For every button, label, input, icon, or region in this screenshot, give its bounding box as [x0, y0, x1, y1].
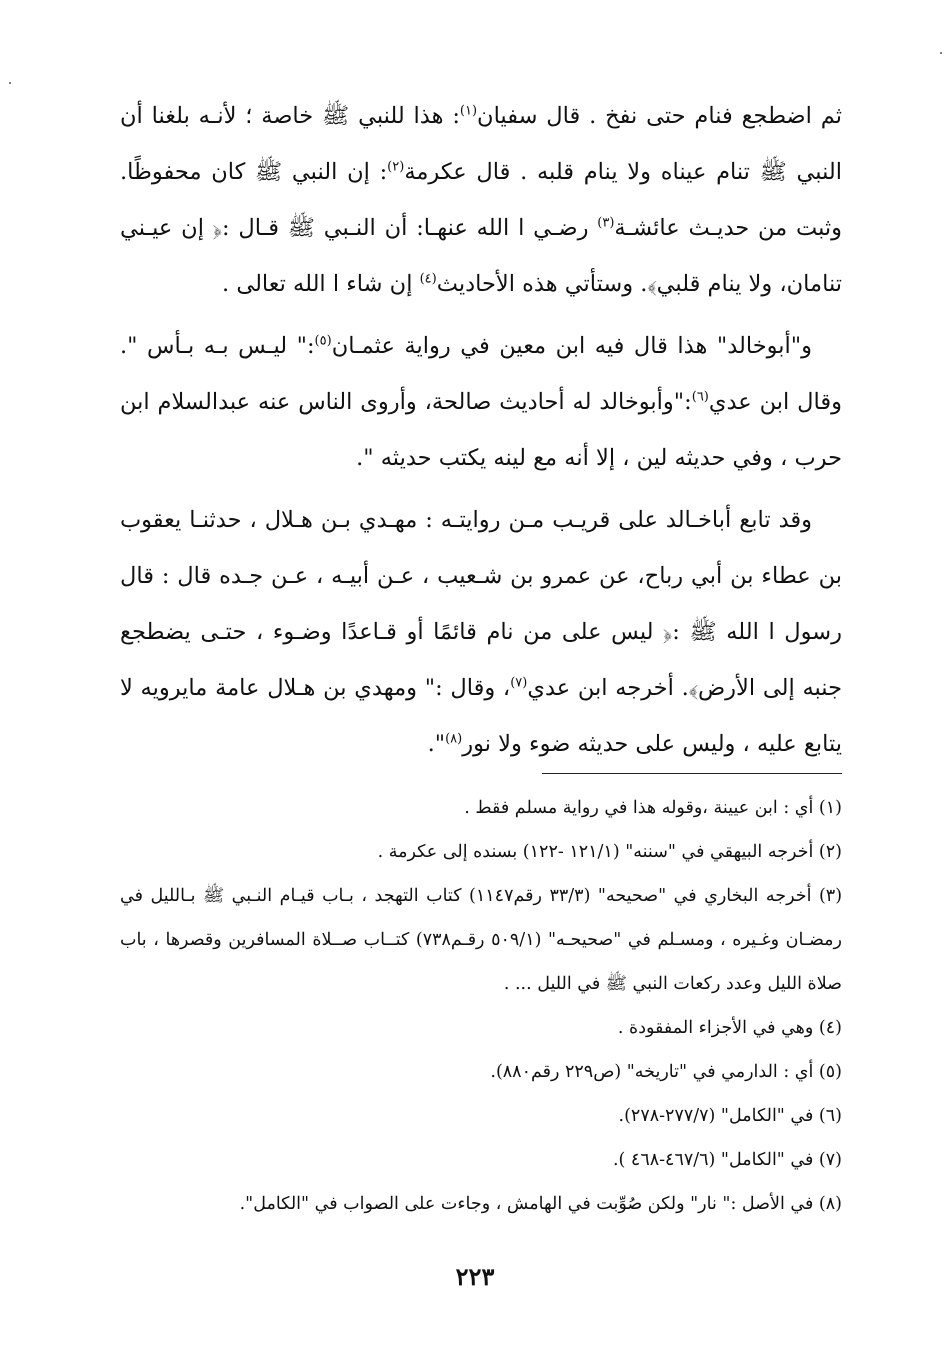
- text-span: ".: [427, 731, 446, 757]
- footnote-5: (٥) أي : الدارمي في "تاريخه" (ص٢٢٩ رقم٨٨٠).: [490, 1062, 842, 1082]
- text-span: ثم اضطجع فنام حتى نفخ . قال سفيان: [477, 103, 842, 129]
- text-span: إن شاء ا الله تعالى .: [222, 271, 420, 297]
- footnote-4: (٤) وهي في الأجزاء المفقودة .: [617, 1018, 842, 1038]
- footnotes: [120, 786, 842, 1226]
- footnote-ref-8: (٨): [445, 731, 463, 747]
- text-span: ، وقال :" ومهدي بن هـلال عامة مايرويه لا يتابع عليه ، وليس على حديثه ضوء ولا نور: [120, 675, 842, 757]
- text-span: :" ليـس بـه بـأس ". وقال ابن عدي: [120, 333, 842, 415]
- footnote-2: (٢) أخرجه البيهقي في "سننه" (١٢١/١ -١٢٢) بسنده إلى عكرمة .: [377, 842, 842, 862]
- text-span: : إن النبي ﷺ كان محفوظًا. وثبت من حديـث عائشـة: [120, 159, 842, 241]
- footnote-6: (٦) في "الكامل" (٢٧٧/٧-٢٧٨).: [618, 1106, 842, 1126]
- text-span: :"وأبوخالد له أحاديث صالحة، وأروى الناس عنه عبدالسلام ابن حرب ، وفي حديثه لين ، إلا أنه مع لينه يكتب حديثه ".: [120, 389, 842, 471]
- text-span: وقد تابع أباخـالد على قريـب مـن روايتـه : مهـدي بـن هـلال ، حدثنـا يعقوب بن عطاء بن أبي رباح، عن عمرو بن شـعيب ، عـن أبيـه ، عـن جـده قال : قال رسول ا الله ﷺ :﴿ ليس على من نام قائمًا أو قـاعدًا وضـوء ، حتـى يضطجع جنبه إلى الأرض﴾. أخرجه ابن عدي: [120, 507, 842, 701]
- footnote-separator: [542, 773, 842, 774]
- footnote-8: (٨) في الأصل :" نار" ولكن صُوِّبت في الهامش ، وجاءت على الصواب في "الكامل".: [239, 1194, 842, 1214]
- footnote-ref-2: (٢): [387, 159, 405, 175]
- footnote-ref-1: (١): [459, 103, 478, 119]
- scan-speck: [940, 52, 942, 54]
- scan-speck: [9, 82, 11, 84]
- footnote-7: (٧) في "الكامل" (٤٦٧/٦-٤٦٨ ).: [612, 1150, 842, 1170]
- footnote-ref-4: (٤): [419, 271, 437, 287]
- paragraph-2: [120, 318, 842, 486]
- paragraph-3: [120, 492, 842, 772]
- text-span: و"أبوخالد" هذا قال فيه ابن معين في رواية عثمـان: [331, 333, 812, 359]
- footnote-ref-7: (٧): [510, 675, 528, 691]
- main-text: [120, 88, 842, 778]
- paragraph-1: [120, 88, 842, 312]
- footnote-ref-3: (٣): [597, 215, 615, 231]
- footnote-1: (١) أي : ابن عيينة ،وقوله هذا في رواية مسلم فقط .: [464, 798, 842, 818]
- footnote-ref-6: (٦): [691, 389, 709, 405]
- footnote-ref-5: (٥): [314, 333, 332, 349]
- footnote-3: (٣) أخرجه البخاري في "صحيحه" (٣٣/٣ رقم١١٤٧) كتاب التهجد ، بـاب قيـام النـبي ﷺ بـالليل في رمضـان وغـيره ، ومسـلم في "صحيحـه" (٥٠٩/١ رقـم٧٣٨) كتــاب صــلاة المسافرين وقصرها ، باب صلاة الليل وعدد ركعات النبي ﷺ في الليل ... .: [120, 886, 843, 994]
- text-span: : هذا للنبي ﷺ خاصة ؛ لأنـه بلغنا أن النبي ﷺ تنام عيناه ولا ينام قلبه . قال عكرمة: [120, 103, 842, 185]
- text-span: رضـي ا الله عنهـا: أن النـبي ﷺ قـال :﴿ إن عيـني تنامان، ولا ينام قلبي﴾. وستأتي هذه الأحاديث: [120, 215, 842, 297]
- page-number: ٢٢٣: [455, 1262, 495, 1291]
